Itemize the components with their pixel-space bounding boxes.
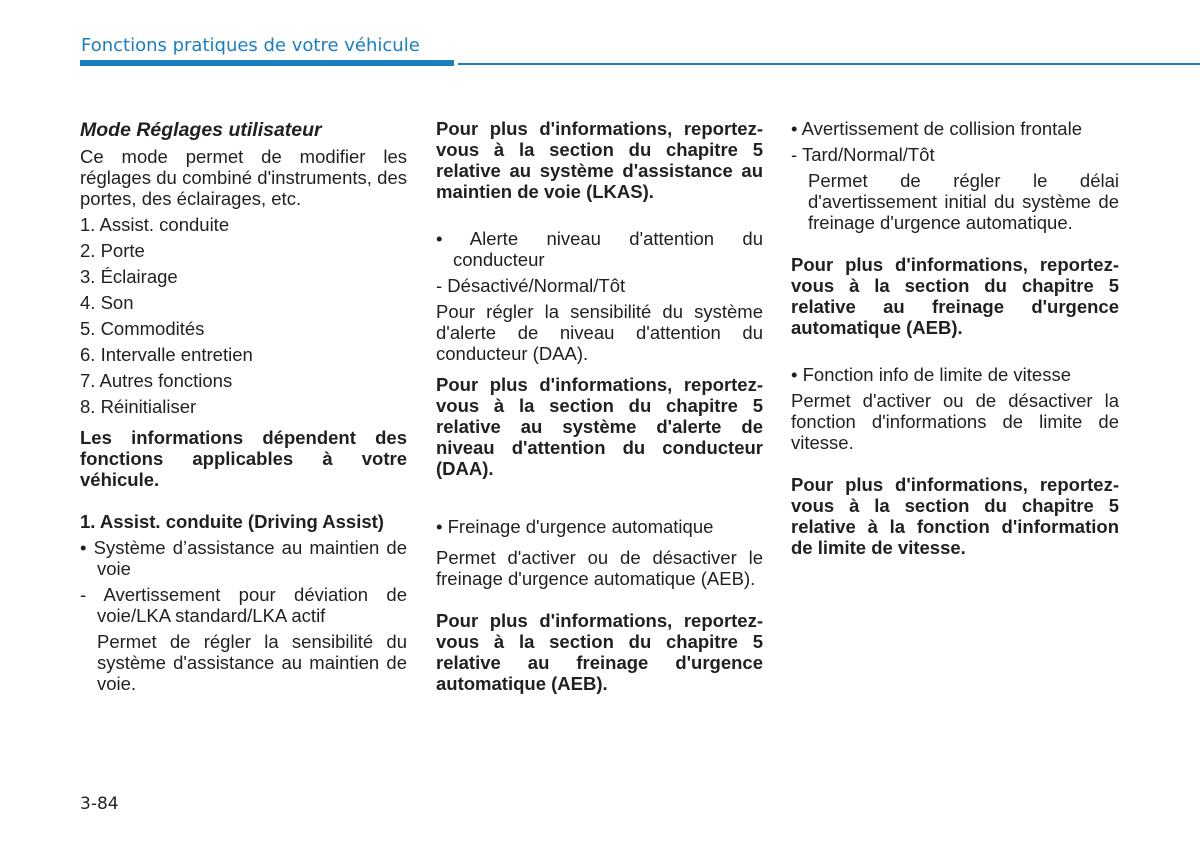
column-right xyxy=(791,118,1119,558)
menu-item-son: 4. Son xyxy=(80,292,134,313)
aeb-description: Permet d'activer ou de désactiver le freinage d'urgence automatique (AEB). xyxy=(436,547,763,589)
applicability-note: Les informations dépendent des fonctions applicables à votre véhicule. xyxy=(80,427,407,490)
section-header-title: Fonctions pratiques de votre véhicule xyxy=(81,35,420,56)
daa-description: Pour régler la sensibilité du système d'alerte de niveau d'attention du conducteur (DAA). xyxy=(436,301,763,364)
menu-item-commodites: 5. Commodités xyxy=(80,318,205,339)
info-aeb-right: Pour plus d'informations, reportez-vous à la section du chapitre 5 relative au freinage d'urgence automatique (AEB). xyxy=(791,254,1119,338)
menu-item-autres: 7. Autres fonctions xyxy=(80,370,233,391)
fcw-description: Permet de régler le délai d'avertissement initial du système de freinage d'urgence automatique. xyxy=(808,170,1119,233)
lka-description: Permet de régler la sensibilité du système d'assistance au maintien de voie. xyxy=(97,631,407,694)
lka-options: - Avertissement pour déviation de voie/LKA standard/LKA actif xyxy=(80,584,407,626)
header-rule-thick xyxy=(80,60,454,66)
info-lkas: Pour plus d'informations, reportez-vous à la section du chapitre 5 relative au système d'assistance au maintien de voie (LKAS). xyxy=(436,118,763,202)
daa-options: - Désactivé/Normal/Tôt xyxy=(436,275,626,296)
menu-item-porte: 2. Porte xyxy=(80,240,145,261)
daa-bullet: • Alerte niveau d'attention du conducteur xyxy=(436,228,763,270)
aeb-bullet: • Freinage d'urgence automatique xyxy=(436,516,714,537)
column-left xyxy=(80,118,407,694)
info-daa: Pour plus d'informations, reportez-vous à la section du chapitre 5 relative au système d'alerte de niveau d'attention du conducteur (DAA). xyxy=(436,374,763,479)
lka-bullet: • Système d’assistance au maintien de voie xyxy=(80,537,407,579)
menu-item-reinitialiser: 8. Réinitialiser xyxy=(80,396,197,417)
info-speed: Pour plus d'informations, reportez-vous à la section du chapitre 5 relative à la fonction d'information de limite de vitesse. xyxy=(791,474,1119,558)
menu-item-assist: 1. Assist. conduite xyxy=(80,214,230,235)
assist-section-heading: 1. Assist. conduite (Driving Assist) xyxy=(80,511,384,532)
speed-description: Permet d'activer ou de désactiver la fonction d'informations de limite de vitesse. xyxy=(791,390,1119,453)
page-number: 3-84 xyxy=(80,794,119,814)
fcw-options: - Tard/Normal/Tôt xyxy=(791,144,935,165)
column-middle xyxy=(436,118,763,694)
fcw-bullet: • Avertissement de collision frontale xyxy=(791,118,1082,139)
mode-intro: Ce mode permet de modifier les réglages du combiné d'instruments, des portes, des éclairages, etc. xyxy=(80,146,407,209)
info-aeb: Pour plus d'informations, reportez-vous à la section du chapitre 5 relative au freinage d'urgence automatique (AEB). xyxy=(436,610,763,694)
header-rule-thin xyxy=(458,63,1200,65)
menu-item-entretien: 6. Intervalle entretien xyxy=(80,344,253,365)
speed-bullet: • Fonction info de limite de vitesse xyxy=(791,364,1072,385)
mode-heading: Mode Réglages utilisateur xyxy=(80,119,322,141)
menu-item-eclairage: 3. Éclairage xyxy=(80,266,178,287)
